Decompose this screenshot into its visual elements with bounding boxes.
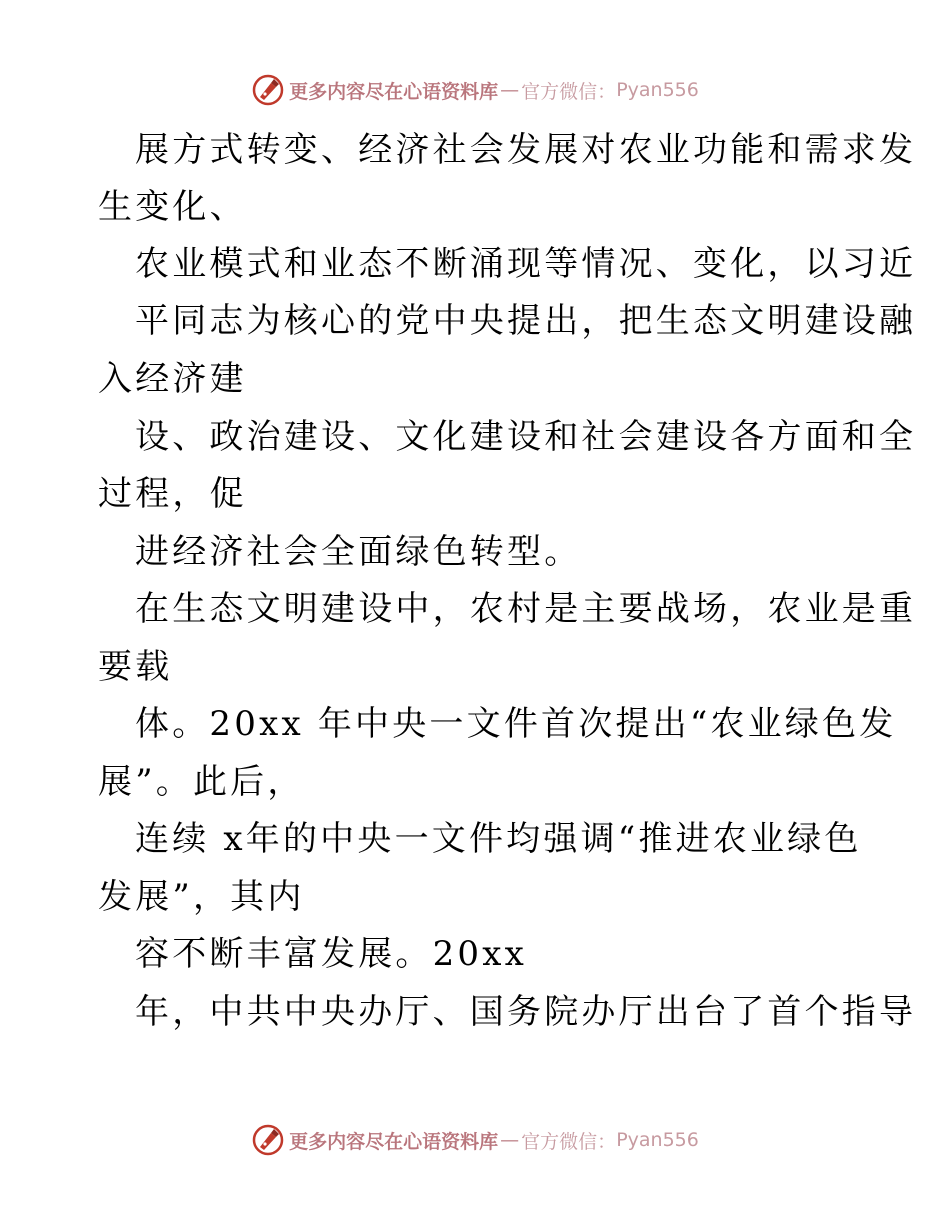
text-line: 生变化、 <box>98 187 247 227</box>
text-line: 年，中共中央办厅、国务院办厅出台了首个指导 <box>135 992 917 1032</box>
footer-watermark <box>0 1120 950 1160</box>
watermark-separator: — <box>500 1129 520 1151</box>
watermark-contact: 官方微信： <box>521 80 617 103</box>
watermark-id: Pyan556 <box>616 79 699 101</box>
text-line: 连续 x年的中央一文件均强调“推进农业绿色 <box>135 819 862 859</box>
watermark-id: Pyan556 <box>616 1129 699 1151</box>
text-line: 容不断丰富发展。20xx <box>135 934 528 974</box>
pen-nib-logo-icon <box>251 73 285 107</box>
pen-nib-logo-icon <box>251 1123 285 1157</box>
watermark-separator: — <box>500 79 520 101</box>
text-line: 平同志为核心的党中央提出，把生态文明建设融 <box>135 301 917 341</box>
watermark-text: 更多内容尽在心语资料库 <box>289 80 499 103</box>
text-line: 设、政治建设、文化建设和社会建设各方面和全 <box>135 417 917 457</box>
text-line: 入经济建 <box>98 359 247 399</box>
watermark-contact: 官方微信： <box>521 1130 617 1153</box>
text-line: 体。20xx 年中央一文件首次提出“农业绿色发 <box>135 704 897 744</box>
text-line: 展”。此后， <box>98 762 305 802</box>
text-line: 在生态文明建设中，农村是主要战场，农业是重 <box>135 589 917 629</box>
text-line: 要载 <box>98 647 173 687</box>
text-line: 发展”，其内 <box>98 877 305 917</box>
watermark-text: 更多内容尽在心语资料库 <box>289 1130 499 1153</box>
text-line: 农业模式和业态不断涌现等情况、变化，以习近 <box>135 244 917 284</box>
header-watermark <box>0 70 950 110</box>
text-line: 展方式转变、经济社会发展对农业功能和需求发 <box>135 130 917 170</box>
text-line: 进经济社会全面绿色转型。 <box>135 532 582 572</box>
text-line: 过程，促 <box>98 474 247 514</box>
